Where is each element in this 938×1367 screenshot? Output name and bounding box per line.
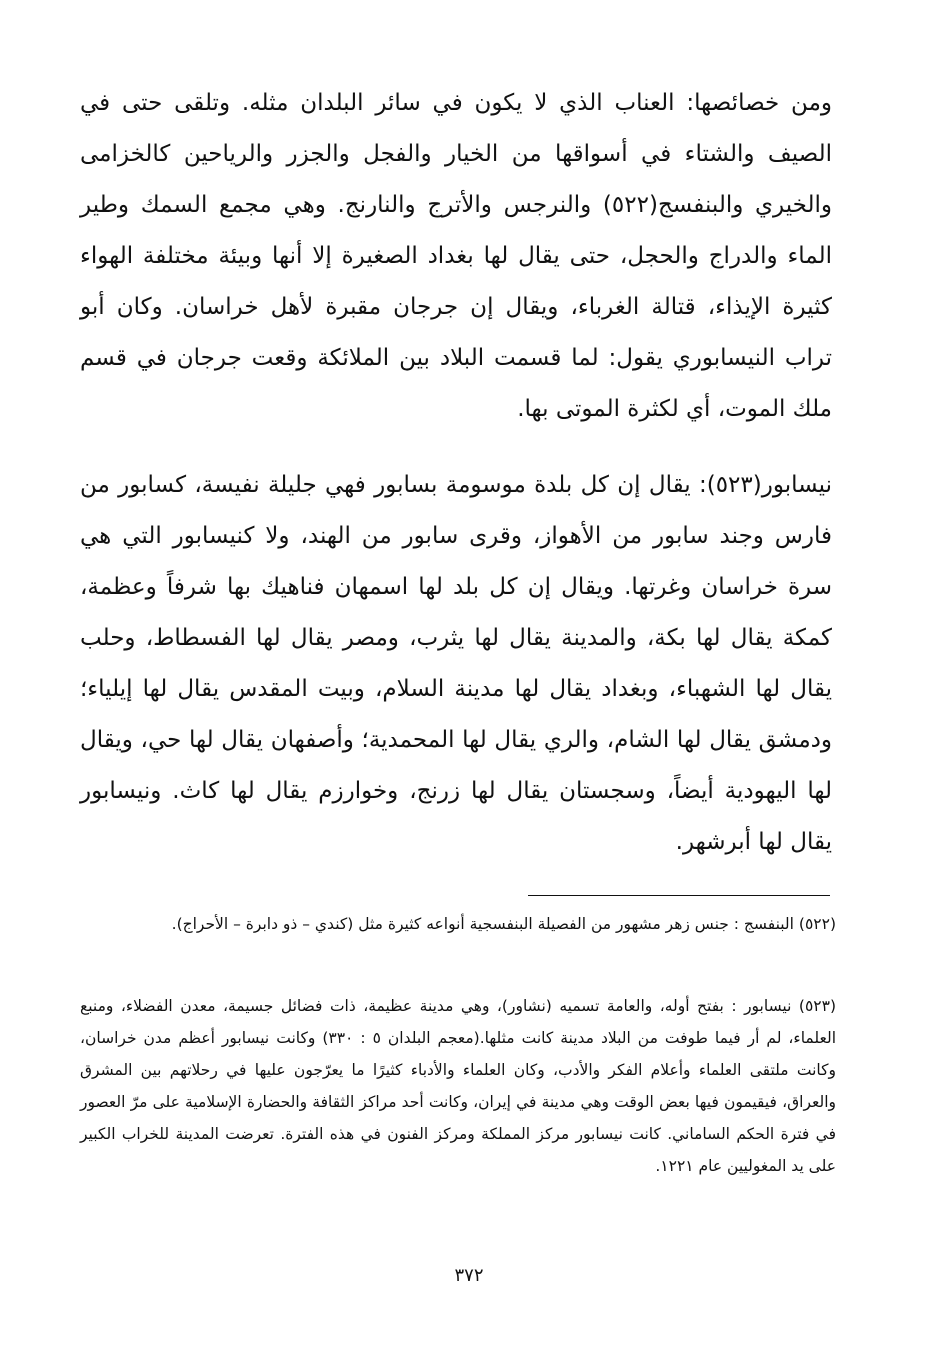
footnote-separator: [528, 895, 830, 896]
footnote-523: (٥٢٣) نيسابور : بفتح أوله، والعامة تسميه (نشاور)، وهي مدينة عظيمة، ذات فضائل جسيمة، معدن الفضلاء، ومنبع العلماء، لم أر فيما طوفت من البلاد مدينة كانت مثلها.(معجم البلدان ٥ : ٣٣٠) وكانت نيسابور أعظم مدن خراسان، وكانت ملتقى العلماء وأعلام الفكر والأدب، وكان العلماء والأدباء كثيرًا ما يعرّجون عليها في رحلاتهم بين المشرق والعراق، فيقيمون فيها بعض الوقت وهي مدينة في إيران، وكانت أحد مراكز الثقافة والحضارة الإسلامية على مرّ العصور في فترة الحكم الساماني. كانت نيسابور مركز المملكة ومركز الفنون في هذه الفترة. تعرضت المدينة للخراب الكبير على يد المغوليين عام ١٢٢١.: [80, 997, 837, 1175]
footnote-522: (٥٢٢) البنفسج : جنس زهر مشهور من الفصيلة البنفسجية أنواعه كثيرة مثل (كندي – ذو دابرة – الأحراج).: [171, 915, 836, 933]
body-paragraph-nishapur: نيسابور(٥٢٣): يقال إن كل بلدة موسومة بسابور فهي جليلة نفيسة، كسابور من فارس وجند سابور من الأهواز، وقرى سابور من الهند، ولا كنيسابور التي هي سرة خراسان وغرتها. ويقال إن كل بلد لها اسمهان فناهيك بها شرفاً وعظمة، كمكة يقال لها بكة، والمدينة يقال لها يثرب، ومصر يقال لها الفسطاط، وحلب يقال لها الشهباء، وبغداد يقال لها مدينة السلام، وبيت المقدس يقال لها إيلياء؛ ودمشق يقال لها الشام، والري يقال لها المحمدية؛ وأصفهان يقال لها حي، ويقال لها اليهودية أيضاً، وسجستان يقال لها زرنج، وخوارزم يقال لها كاث. ونيسابور يقال لها أبرشهر.: [80, 472, 832, 855]
page-number: ٣٧٢: [454, 1265, 484, 1286]
body-paragraph-jurjan: ومن خصائصها: العناب الذي لا يكون في سائر البلدان مثله. وتلقى حتى في الصيف والشتاء في أسواقها من الخيار والفجل والجزر والرياحين كالخزامى والخيري والبنفسج(٥٢٢) والنرجس والأترج والنارنج. وهي مجمع السمك وطير الماء والدراج والحجل، حتى يقال لها بغداد الصغيرة إلا أنها وبيئة مختلفة الهواء كثيرة الإيذاء، قتالة الغرباء، ويقال إن جرجان مقبرة لأهل خراسان. وكان أبو تراب النيسابوري يقول: لما قسمت البلاد بين الملائكة وقعت جرجان في قسم ملك الموت، أي لكثرة الموتى بها.: [80, 90, 833, 422]
